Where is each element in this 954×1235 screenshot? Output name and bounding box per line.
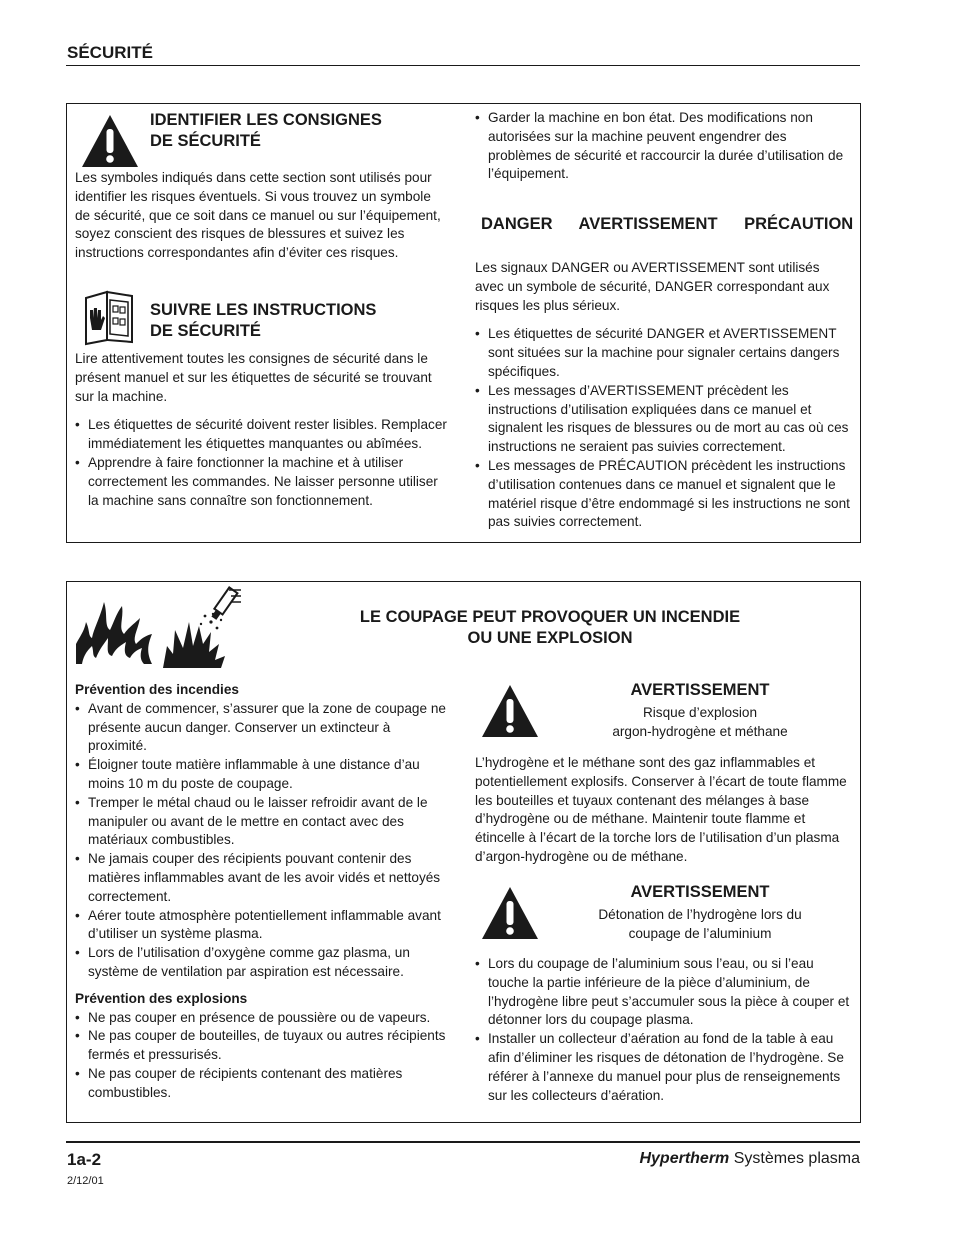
follow-bullet-list [75,416,450,510]
list-item: • Ne jamais couper des récipients pouvant contenir des matières inflammables avant de les avoir vidés et nettoyés correctement. [75,850,447,906]
list-item: • Les messages de PRÉCAUTION précèdent les instructions d’utilisation contenues dans ce manuel et signalent que le matériel risque d’être endommagé si les instructions ne sont pas suivies correctement. [475,457,850,532]
fire-prevention-heading: Prévention des incendies [75,682,239,697]
identify-paragraph: Les symboles indiqués dans cette section sont utilisés pour identifier les risques éventuels. Si vous trouvez un symbole de sécurité, que ce soit dans ce manuel ou sur l’équipement, soyez conscient des risques de blessures et suivez les instructions correspondantes afin d’éviter ces risques. [75,170,441,261]
page-header-title: SÉCURITÉ [67,43,153,62]
warning-triangle-icon [80,113,140,174]
list-item: • Tremper le métal chaud ou le laisser refroidir avant de le manipuler ou avant de le mettre en contact avec des matériaux combustibles. [75,794,447,850]
identify-heading-line2: DE SÉCURITÉ [150,132,261,150]
warning-triangle-icon [480,683,540,744]
list-item: • Les étiquettes de sécurité DANGER et AVERTISSEMENT sont situées sur la machine pour signaler certains dangers spécifiques. [475,325,850,381]
signal-bullet-list [475,325,850,532]
follow-heading [150,300,376,342]
warning1-subtitle-line2: argon-hydrogène et méthane [612,723,788,739]
list-item: • Les messages d’AVERTISSEMENT précèdent les instructions d’utilisation expliquées dans ce manuel et signalent les risques de blessures ou de mort au cas où ces instructions ne seraient pas suivies correctement. [475,382,850,457]
follow-body [75,350,450,510]
signal-paragraph: Les signaux DANGER ou AVERTISSEMENT sont utilisés avec un symbole de sécurité, DANGER correspondant aux risques les plus sérieux. [475,260,830,313]
follow-paragraph: Lire attentivement toutes les consignes de sécurité dans le présent manuel et sur les étiquettes de sécurité se trouvant sur la machine. [75,351,432,404]
warning1-header [560,681,840,742]
warning2-subtitle-line1: Détonation de l’hydrogène lors du [598,907,802,922]
warning1-subtitle [560,704,840,742]
list-item: • Éloigner toute matière inflammable à une distance d’au moins 10 m du poste de coupage. [75,756,447,794]
signal-word-danger: DANGER [481,215,553,233]
explosion-prevention-heading: Prévention des explosions [75,990,248,1006]
list-item: • Lors de l’utilisation d’oxygène comme gaz plasma, un système de ventilation par aspiration est nécessaire. [75,944,447,982]
revision-date: 2/12/01 [67,1175,104,1187]
list-item: • Ne pas couper en présence de poussière ou de vapeurs. [75,1009,447,1028]
list-item: • Les étiquettes de sécurité doivent rester lisibles. Remplacer immédiatement les étiquettes manquantes ou abîmées. [75,416,450,454]
torch-sparks-icon [163,586,243,675]
right-top-bullets [475,109,850,184]
prevention-column [75,681,447,1103]
footer-product [639,1150,860,1168]
warning2-subtitle [560,906,840,944]
list-item: • Avant de commencer, s’assurer que la zone de coupage ne présente aucun danger. Conserver un extincteur à proximité. [75,700,447,756]
list-item: • Ne pas couper de bouteilles, de tuyaux ou autres récipients fermés et pressurisés. [75,1027,447,1065]
explosion-prevention-list [75,1009,447,1103]
list-item: • Apprendre à faire fonctionner la machine et à utiliser correctement les commandes. Ne laisser personne utiliser la machine sans connaître son fonctionnement. [75,454,450,510]
list-item: • Installer un collecteur d’aération au fond de la table à eau afin d’éliminer les risques de détonation de l’hydrogène. Se référer à l’annexe du manuel pour plus de renseignements sur les collecteurs d’aération. [475,1030,850,1105]
fire-flames-icon [74,592,158,671]
warning2-header [560,883,840,944]
follow-heading-line1: SUIVRE LES INSTRUCTIONS [150,301,377,319]
identify-body [75,169,447,263]
signal-body [475,259,850,532]
fire-box-title-line1: LE COUPAGE PEUT PROVOQUER UN INCENDIE [359,608,741,626]
warning1-title: AVERTISSEMENT [630,681,770,699]
warning2-subtitle-line2: coupage de l’aluminium [628,925,772,941]
header-rule [66,65,860,66]
fire-prevention-list [75,700,447,982]
page-number: 1a-2 [67,1150,102,1169]
signal-word-caution: PRÉCAUTION [744,215,854,233]
list-item: • Lors du coupage de l’aluminium sous l’eau, ou si l’eau touche la partie inférieure de la pièce d’aluminium, de l’hydrogène libre peut s’accumuler sous la pièce à couper et détonner lors du coupage plasma. [475,955,850,1030]
follow-heading-line2: DE SÉCURITÉ [150,322,261,340]
warning-triangle-icon [480,885,540,946]
warning1-body [475,754,850,867]
list-item: • Ne pas couper de récipients contenant des matières combustibles. [75,1065,447,1103]
product-name: Systèmes plasma [733,1150,860,1167]
brand-logo: Hypertherm [639,1150,730,1167]
fire-box-title [320,607,780,649]
identify-heading [150,110,382,152]
manual-book-icon [80,288,138,351]
warning2-bullet-list [475,955,850,1105]
list-item: • Garder la machine en bon état. Des modifications non autorisées sur la machine peuvent engendrer des problèmes de sécurité et raccourcir la durée d’utilisation de l’équipement. [475,109,850,184]
identify-heading-line1: IDENTIFIER LES CONSIGNES [150,111,382,129]
warning2-title: AVERTISSEMENT [630,883,770,901]
signal-words-row [481,215,853,234]
warning1-subtitle-line1: Risque d’explosion [642,705,758,720]
warning1-paragraph: L’hydrogène et le méthane sont des gaz inflammables et potentiellement explosifs. Conserver à l’écart de toute flamme les bouteilles et tuyaux contenant des mélanges à base d’hydrogène ou de méthane. Maintenir toute flamme et étincelle à l’écart de la torche lors de l’utilisation d’un plasma d’argon-hydrogène ou de méthane. [475,755,847,864]
footer-rule [66,1141,860,1143]
signal-word-warning: AVERTISSEMENT [578,215,718,233]
maintenance-bullet-list [475,109,850,184]
fire-box-title-line2: OU UNE EXPLOSION [467,629,633,647]
list-item: • Aérer toute atmosphère potentiellement inflammable avant d’utiliser un système plasma. [75,907,447,945]
warning2-body [475,955,850,1105]
